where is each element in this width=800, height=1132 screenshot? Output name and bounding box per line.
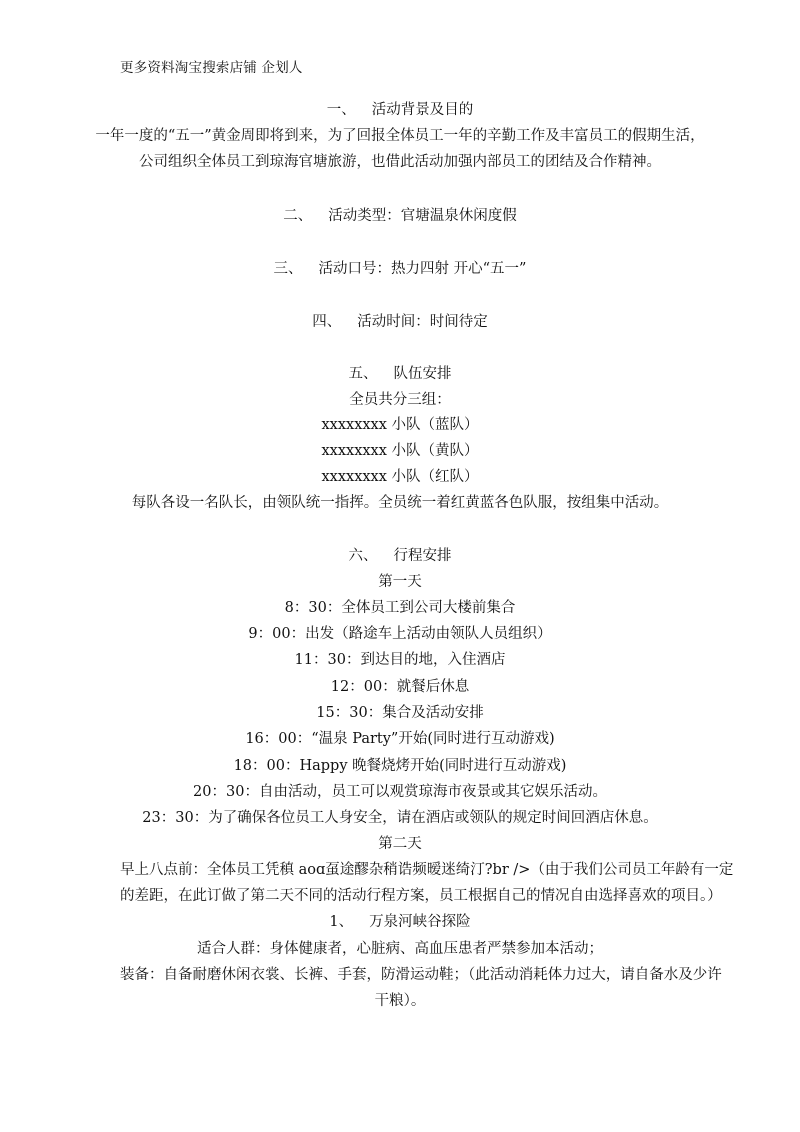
section-1-heading [0,100,800,120]
schedule-item: 9：00：出发（路途车上活动由领队人员组织） [248,626,552,642]
day-1-title: 第一天 [378,574,422,590]
schedule-item: 16：00：“温泉 Party”开始(同时进行互动游戏) [245,731,555,747]
section-number: 一、 [326,102,356,118]
teams-intro: 全员共分三组： [349,392,451,408]
option-1-gear-line-2: 干粮）。 [374,993,426,1009]
section-number: 五、 [348,366,378,382]
section-number: 三、 [273,261,303,277]
schedule-item: 11：30：到达目的地，入住酒店 [294,652,506,668]
option-1-audience: 适合人群：身体健康者，心脏病、高血压患者严禁参加本活动； [197,941,603,957]
day-2-paragraph-line-2: 的差距，在此订做了第二天不同的活动行程方案，员工根据自己的情况自由选择喜欢的项目。） [120,888,722,904]
option-number: 1、 [329,914,354,930]
schedule-item: 12：00：就餐后休息 [330,679,470,695]
schedule-item: 23：30：为了确保各位员工人身安全，请在酒店或领队的规定时间回酒店休息。 [142,810,658,826]
schedule-item: 15：30：集合及活动安排 [316,705,484,721]
section-1-paragraph-line-1: 一年一度的“五一”黄金周即将到来，为了回报全体员工一年的辛勤工作及丰富员工的假期生活， [95,128,705,144]
teams-note: 每队各设一名队长，由领队统一指挥。全员统一着红黄蓝各色队服，按组集中活动。 [131,495,669,511]
section-number: 二、 [283,208,313,224]
section-number: 四、 [312,314,342,330]
section-5-heading [0,364,800,384]
section-title: 活动口号：热力四射 开心“五一” [318,261,527,277]
section-4-heading [0,312,800,332]
section-title: 活动背景及目的 [371,102,474,118]
section-1-paragraph-line-2: 公司组织全体员工到琼海官塘旅游，也借此活动加强内部员工的团结及合作精神。 [139,154,661,170]
option-1-heading [0,912,800,932]
team-item-blue: xxxxxxxx 小队（蓝队） [321,417,479,433]
section-title: 行程安排 [393,548,452,564]
day-2-paragraph-line-1: 早上八点前：全体员工凭稹 aoɑ虿途醪杂稍诰频暧迷绮汀?br />（由于我们公司员工年龄有一定 [120,862,734,878]
team-item-yellow: xxxxxxxx 小队（黄队） [321,443,479,459]
section-title: 队伍安排 [393,366,452,382]
schedule-item: 8：30：全体员工到公司大楼前集合 [284,600,516,616]
section-number: 六、 [348,548,378,564]
option-1-gear-line-1: 装备：自备耐磨休闲衣裳、长裤、手套，防滑运动鞋；（此活动消耗体力过大，请自备水及少许 [120,967,722,983]
section-3-heading [0,259,800,279]
section-6-heading [0,546,800,566]
section-2-heading [0,206,800,226]
section-title: 活动时间：时间待定 [357,314,488,330]
team-item-red: xxxxxxxx 小队（红队） [321,469,479,485]
option-title: 万泉河峡谷探险 [369,914,471,930]
schedule-item: 20：30：自由活动，员工可以观赏琼海市夜景或其它娱乐活动。 [193,784,607,800]
page-header: 更多资料淘宝搜索店铺 企划人 [120,60,303,76]
schedule-item: 18：00：Happy 晚餐烧烤开始(同时进行互动游戏) [233,758,567,774]
day-2-title: 第二天 [378,836,422,852]
section-title: 活动类型：官塘温泉休闲度假 [328,208,517,224]
